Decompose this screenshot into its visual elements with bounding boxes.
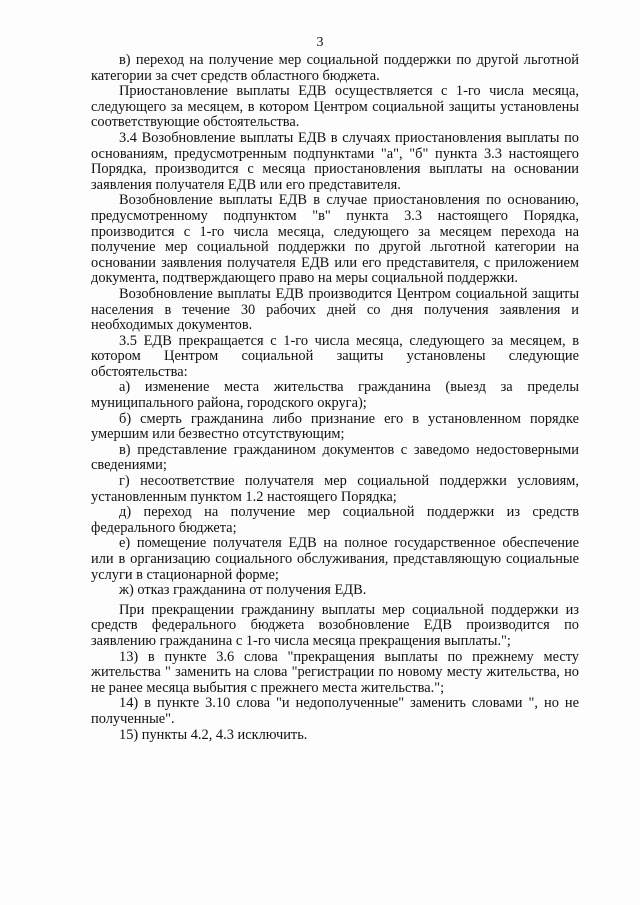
document-body xyxy=(91,53,579,743)
paragraph-item-v: в) переход на получение мер социальной поддержки по другой льготной категории за счет средств областного бюджета. xyxy=(91,52,579,84)
list-item-g: г) несоответствие получателя мер социальной поддержки условиям, установленным пунктом 1.2 настоящего Порядка; xyxy=(91,473,579,505)
paragraph-amendment-14: 14) в пункте 3.10 слова "и недополученные" заменить словами ", но не полученные". xyxy=(91,695,579,727)
paragraph-amendment-13: 13) в пункте 3.6 слова "прекращения выплаты по прежнему месту жительства " заменить на слова "регистрации по новому месту жительства, но не ранее месяца выбытия с прежнего места жительства."; xyxy=(91,648,579,696)
list-item-e: е) помещение получателя ЕДВ на полное государственное обеспечение или в организацию социального обслуживания, представляющую социальные услуги в стационарной форме; xyxy=(91,535,579,583)
page-number: 3 xyxy=(316,35,324,50)
list-item-v: в) представление гражданином документов с заведомо недостоверными сведениями; xyxy=(91,441,579,474)
paragraph-3-4: 3.4 Возобновление выплаты ЕДВ в случаях приостановления выплаты по основаниям, предусмотренным подпунктами "а", "б" пункта 3.3 настоящего Порядка, производится с месяца приостановления выплаты на основании заявления получателя ЕДВ или его представителя. xyxy=(91,129,579,193)
paragraph-amendment-15: 15) пункты 4.2, 4.3 исключить. xyxy=(119,726,308,743)
list-item-a: а) изменение места жительства гражданина (выезд за пределы муниципального района, городского округа); xyxy=(91,379,579,412)
paragraph-suspension-date: Приостановление выплаты ЕДВ осуществляется с 1-го числа месяца, следующего за месяцем, в котором Центром социальной защиты установлены соответствующие обстоятельства. xyxy=(91,83,579,131)
list-item-d: д) переход на получение мер социальной поддержки из средств федерального бюджета; xyxy=(91,504,579,536)
list-item-b: б) смерть гражданина либо признание его в установленном порядке умершим или безвестно отсутствующим; xyxy=(91,410,579,443)
paragraph-resumption-basis-v: Возобновление выплаты ЕДВ в случае приостановления по основанию, предусмотренному подпунктом "в" пункта 3.3 настоящего Порядка, производится с 1-го числа месяца, следующего за месяцем перехода на получение мер социальной поддержки по другой льготной категории на основании заявления получателя ЕДВ или его представителя, с приложением документа, подтверждающего право на меры социальной поддержки. xyxy=(91,192,579,287)
list-item-zh: ж) отказ гражданина от получения ЕДВ. xyxy=(119,582,367,599)
paragraph-termination-federal: При прекращении гражданину выплаты мер социальной поддержки из средств федерального бюджета возобновление ЕДВ производится по заявлению гражданина с 1-го числа месяца прекращения выплаты."; xyxy=(91,601,579,649)
paragraph-resumption-term: Возобновление выплаты ЕДВ производится Центром социальной защиты населения в течение 30 рабочих дней со дня получения заявления и необходимых документов. xyxy=(91,285,579,334)
paragraph-3-5: 3.5 ЕДВ прекращается с 1-го числа месяца, следующего за месяцем, в котором Центром социальной защиты установлены следующие обстоятельства: xyxy=(91,332,579,380)
